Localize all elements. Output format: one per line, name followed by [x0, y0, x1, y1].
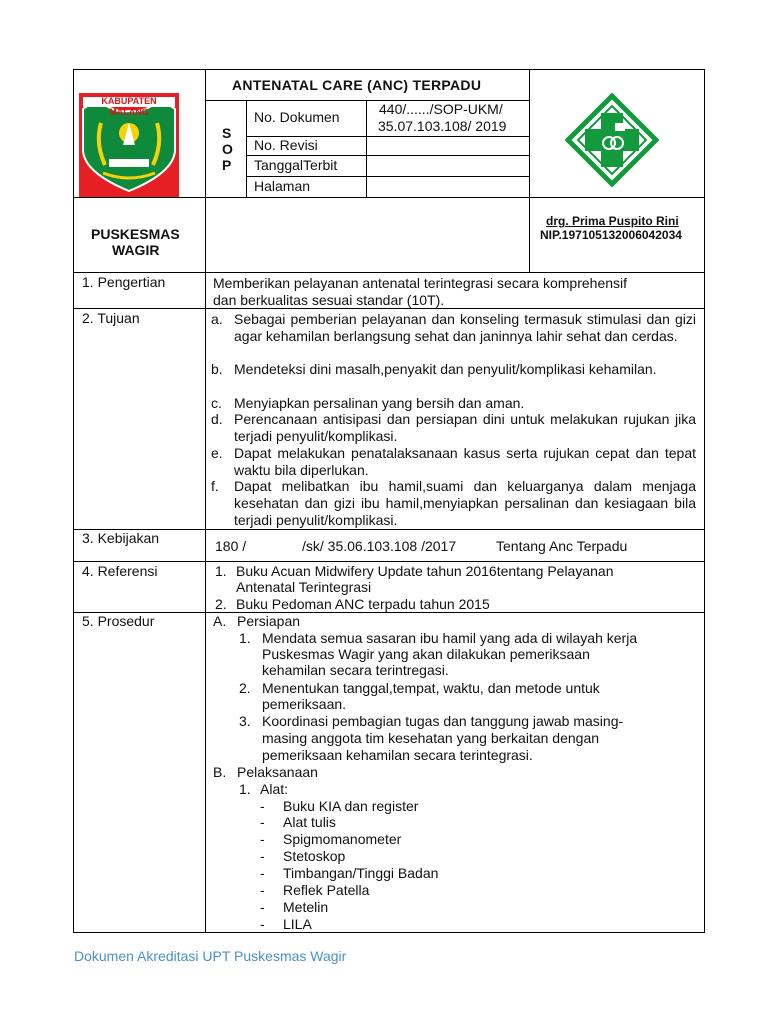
referensi-label: 4. Referensi — [82, 563, 158, 579]
alat-item-dash: - — [260, 865, 265, 881]
meta-row-line-3 — [246, 176, 529, 177]
alat-title: Alat: — [260, 781, 289, 797]
header-bottom-line — [73, 197, 705, 198]
alat-item-dash: - — [260, 882, 265, 898]
meta-row-line-2 — [246, 155, 529, 156]
persiapan-item-3-mark: 3. — [239, 713, 251, 729]
section-line-3 — [73, 561, 705, 562]
tujuan-item-a-mark: a. — [211, 311, 223, 327]
alat-item-dash: - — [260, 916, 265, 932]
header-end-line — [73, 272, 705, 273]
tujuan-item-e-mark: e. — [211, 445, 223, 461]
tujuan-item-c-mark: c. — [211, 395, 222, 411]
alat-item: Metelin — [283, 899, 329, 915]
alat-item-dash: - — [260, 848, 265, 864]
tujuan-item-a: Sebagai pemberian pelayanan dan konseling termasuk stimulasi dan gizi agar kehamilan berlangsung sehat dan janinnya lahir sehat dan cerdas. — [234, 311, 696, 344]
section-line-2 — [73, 529, 705, 530]
persiapan-item-3-line1: Koordinasi pembagian tugas dan tanggung jawab masing- — [262, 713, 624, 729]
referensi-item-2-mark: 2. — [215, 596, 227, 612]
alat-mark: 1. — [239, 781, 251, 797]
referensi-item-1-mark: 1. — [215, 563, 227, 579]
no-revisi-label: No. Revisi — [254, 137, 318, 153]
footer-text: Dokumen Akreditasi UPT Puskesmas Wagir — [74, 948, 347, 964]
persiapan-item-1-line2: Puskesmas Wagir yang akan dilakukan pemeriksaan — [262, 646, 590, 662]
alat-item: Alat tulis — [283, 814, 336, 830]
header-divider-right — [529, 69, 530, 272]
sop-letter-o: O — [222, 141, 233, 157]
tujuan-item-f: Dapat melibatkan ibu hamil,suami dan keluarganya dalam menjaga kesehatan dan gizi ibu hamil,menyiapkan persalinan dan kesiagaan bila terjadi penyulit/komplikasi. — [234, 478, 696, 528]
kabupaten-malang-emblem — [79, 93, 179, 197]
signatory-name: drg. Prima Puspito Rini — [546, 214, 679, 228]
persiapan-item-1-line3: kehamilan secara terintregasi. — [262, 662, 449, 678]
persiapan-item-3-line2: masing anggota tim kesehatan yang berkaitan dengan — [262, 730, 600, 746]
persiapan-item-2-mark: 2. — [239, 680, 251, 696]
persiapan-item-1-mark: 1. — [239, 630, 251, 646]
halaman-label: Halaman — [254, 178, 311, 194]
no-dokumen-label: No. Dokumen — [254, 109, 340, 125]
persiapan-item-2-line2: pemeriksaan. — [262, 696, 347, 712]
meta-value-divider — [366, 100, 367, 197]
alat-item-dash: - — [260, 814, 265, 830]
no-dokumen-value-1: 440/....../SOP-UKM/ — [379, 101, 503, 117]
tujuan-label: 2. Tujuan — [82, 310, 140, 326]
prosedur-b-title: Pelaksanaan — [237, 764, 318, 780]
kebijakan-subject: Tentang Anc Terpadu — [496, 538, 628, 554]
alat-item: Spigmomanometer — [283, 831, 402, 847]
sop-divider — [246, 100, 247, 197]
kebijakan-sk: /sk/ 35.06.103.108 /2017 — [302, 538, 457, 554]
referensi-item-2-line1: Buku Pedoman ANC terpadu tahun 2015 — [236, 596, 490, 612]
sop-letter-p: P — [222, 157, 232, 173]
kebijakan-label: 3. Kebijakan — [82, 530, 160, 546]
alat-item: Stetoskop — [283, 848, 346, 864]
persiapan-item-3-line3: pemeriksaan kehamilan secara terintegrasi. — [262, 747, 533, 763]
prosedur-label: 5. Prosedur — [82, 613, 155, 629]
document-title: ANTENATAL CARE (ANC) TERPADU — [232, 77, 482, 93]
tujuan-item-b: Mendeteksi dini masalh,penyakit dan penyulit/komplikasi kehamilan. — [234, 361, 657, 377]
tujuan-item-c: Menyiapkan persalinan yang bersih dan aman. — [234, 395, 525, 411]
referensi-item-1-line1: Buku Acuan Midwifery Update tahun 2016tentang Pelayanan — [236, 563, 614, 579]
puskesmas-logo — [565, 93, 659, 187]
alat-item: Timbangan/Tinggi Badan — [283, 865, 439, 881]
no-dokumen-value-2: 35.07.103.108/ 2019 — [378, 118, 507, 134]
tanggal-terbit-label: TanggalTerbit — [254, 157, 338, 173]
prosedur-a-title: Persiapan — [237, 613, 301, 629]
tujuan-item-d-mark: d. — [211, 411, 223, 427]
tujuan-item-b-mark: b. — [211, 361, 223, 377]
alat-item: Reflek Patella — [283, 882, 370, 898]
prosedur-b-mark: B. — [213, 764, 227, 780]
alat-item-dash: - — [260, 831, 265, 847]
tujuan-item-f-mark: f. — [211, 478, 219, 494]
pengertian-label: 1. Pengertian — [82, 274, 166, 290]
label-column-divider — [205, 272, 206, 933]
persiapan-item-1-line1: Mendata semua sasaran ibu hamil yang ada di wilayah kerja — [262, 630, 638, 646]
sop-letter-s: S — [222, 125, 232, 141]
pengertian-text-line2: dan berkualitas sesuai standar (10T). — [213, 292, 445, 308]
alat-item-dash: - — [260, 899, 265, 915]
tujuan-item-d: Perencanaan antisipasi dan persiapan dini untuk melakukan rujukan jika terjadi penyulit/komplikasi. — [234, 411, 696, 444]
tujuan-item-e: Dapat melakukan penatalaksanaan kasus serta rujukan cepat dan tepat waktu bila diperlukan. — [234, 445, 696, 478]
pengertian-text-line1: Memberikan pelayanan antenatal terintegrasi secara komprehensif — [213, 275, 628, 291]
alat-item-dash: - — [260, 798, 265, 814]
prosedur-a-mark: A. — [213, 613, 227, 629]
referensi-item-1-line2: Antenatal Terintegrasi — [236, 579, 372, 595]
signatory-nip: NIP.197105132006042034 — [540, 228, 682, 242]
alat-item: Buku KIA dan register — [283, 798, 419, 814]
kebijakan-number: 180 / — [215, 538, 247, 554]
org-name-line2: WAGIR — [112, 242, 160, 258]
emblem-lettering: KABUPATEN MALANG — [101, 96, 157, 117]
org-name-line1: PUSKESMAS — [91, 226, 180, 242]
persiapan-item-2-line1: Menentukan tanggal,tempat, waktu, dan metode untuk — [262, 680, 600, 696]
alat-item: LILA — [283, 916, 312, 932]
